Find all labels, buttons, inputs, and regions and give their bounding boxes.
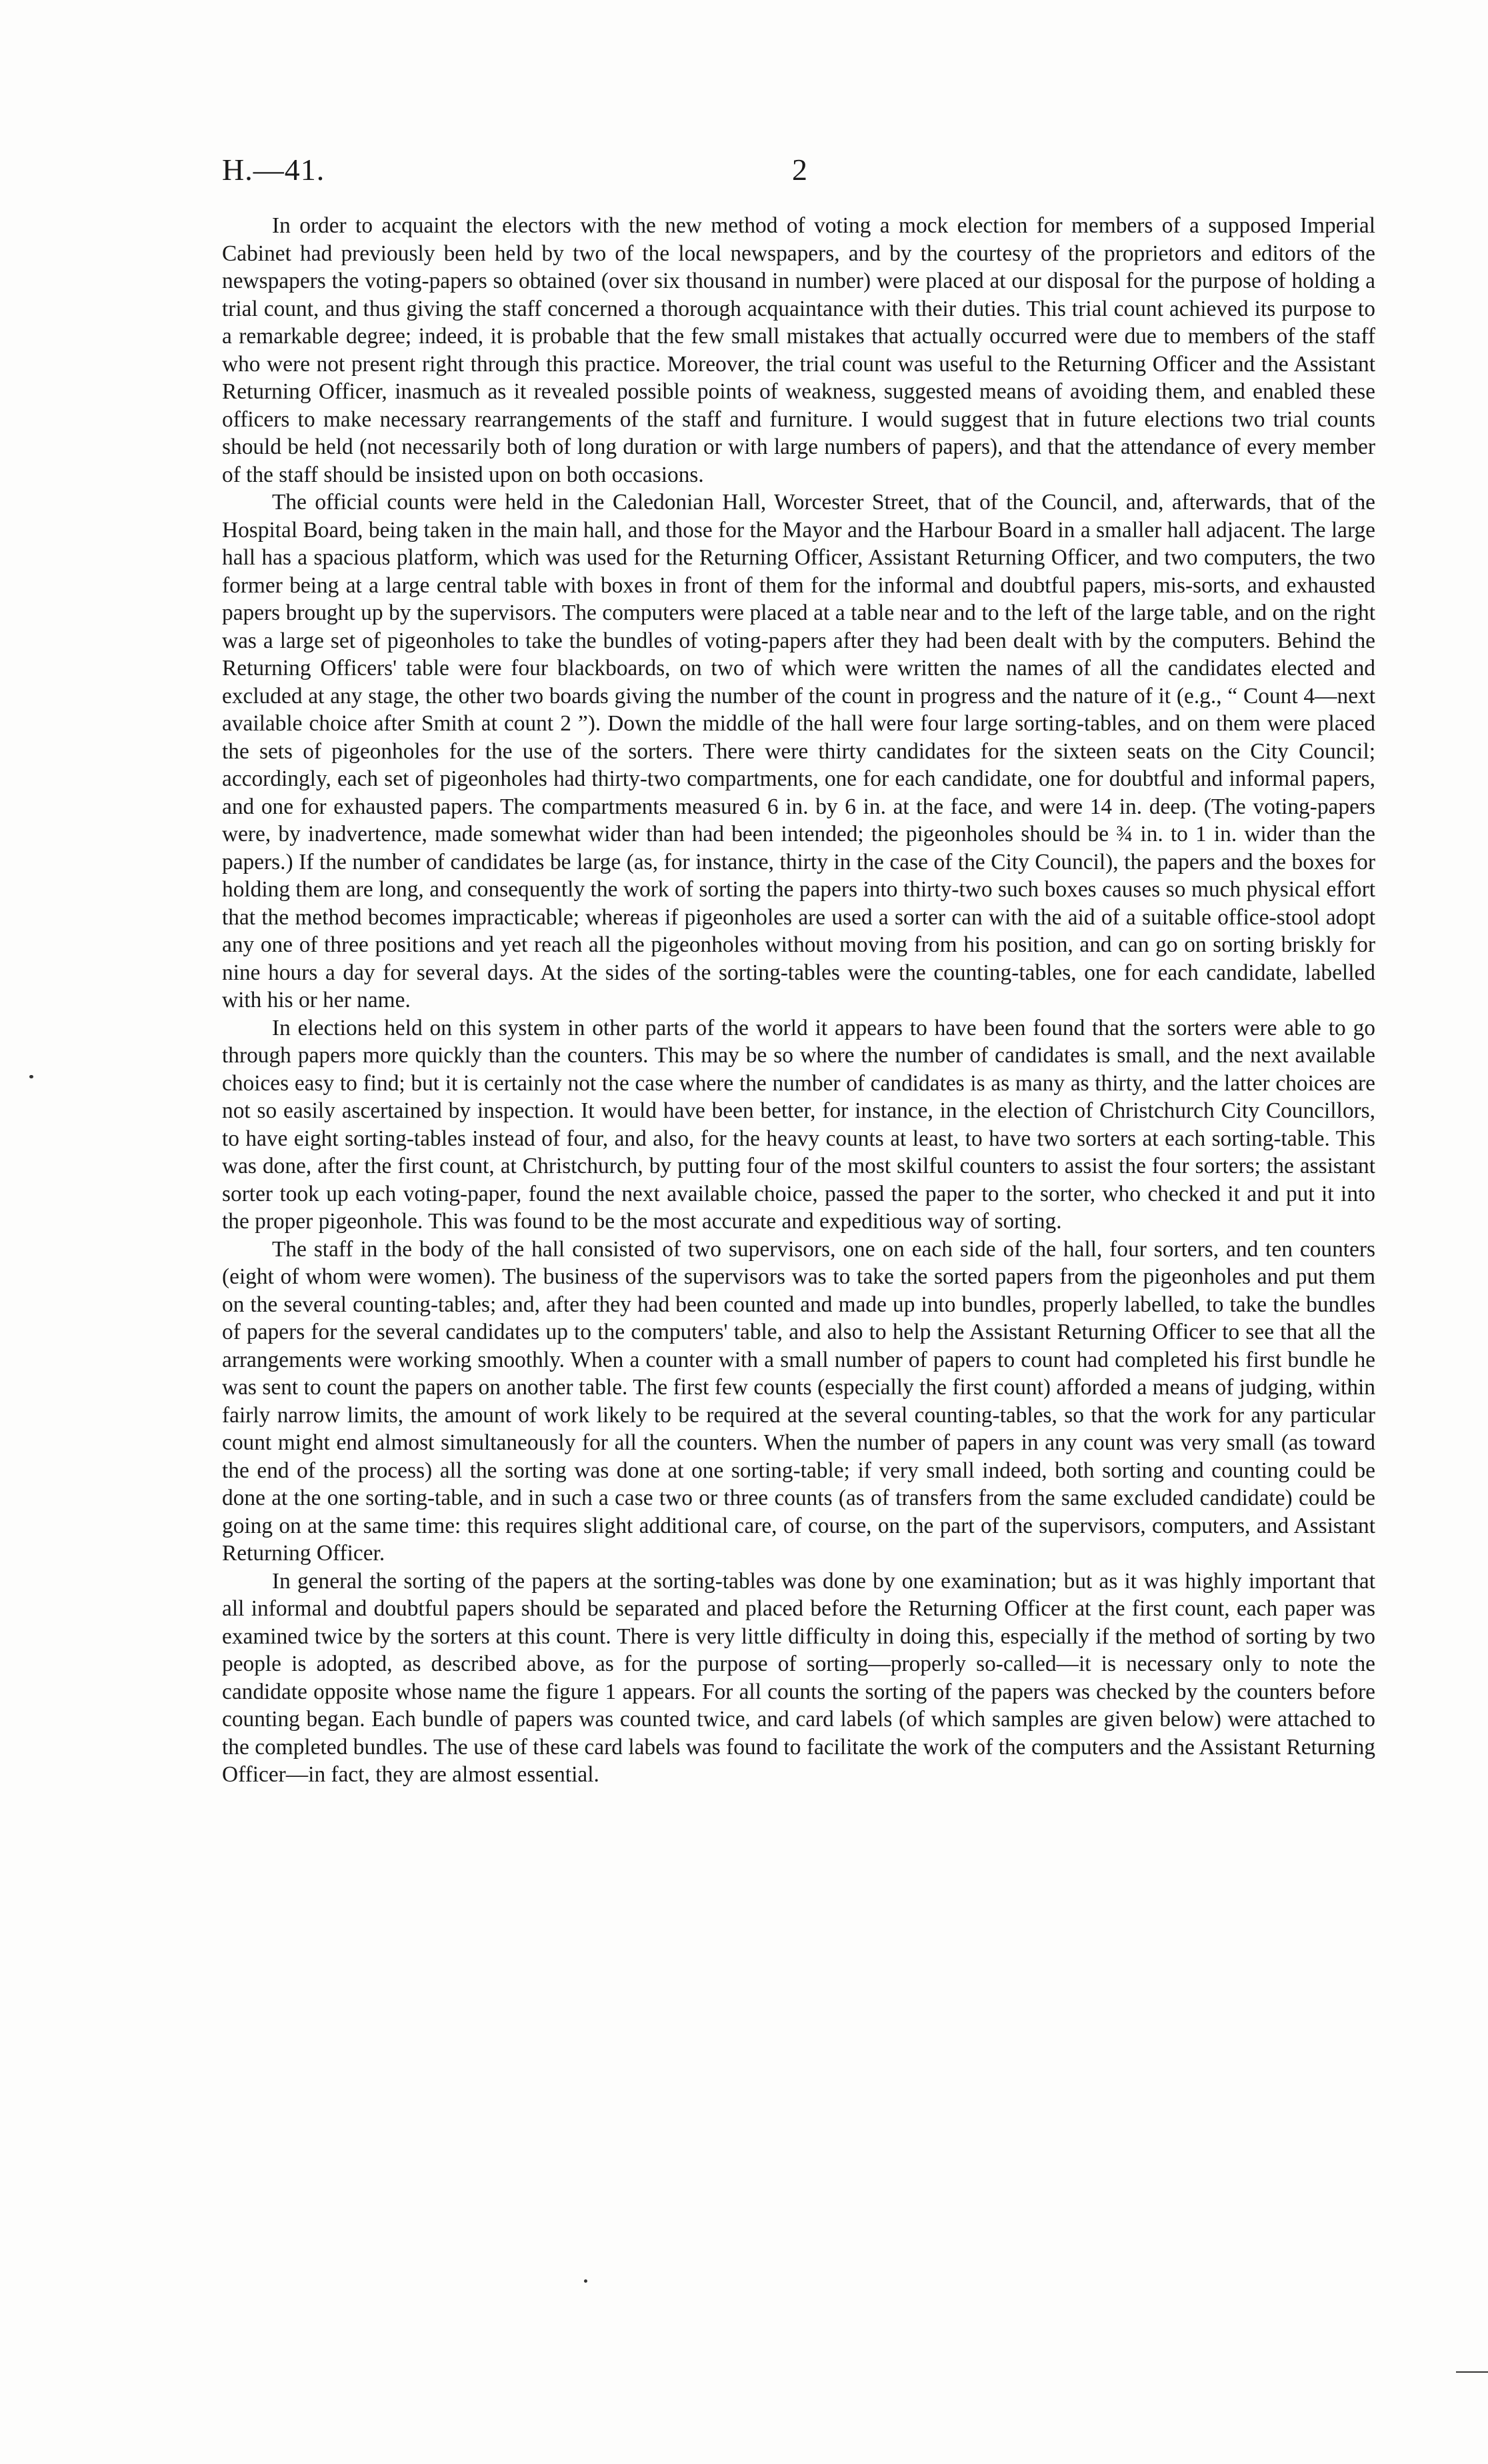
paragraph-staff-duties: The staff in the body of the hall consisted of two supervisors, one on each side of the hall, four sorters, and ten counters (eight of whom were women). The business of the supervisors was to take the sorted papers from the pigeonholes and put them on the several counting-tables; and, after they had been counted and made up into bundles, properly labelled, to take the bundles of papers for the several candidates up to the computers' table, and also to help the Assistant Returning Officer to see that all the arrangements were working smoothly. When a counter with a small number of papers to count had completed his first bundle he was sent to count the papers on another table. The first few counts (especially the first count) afforded a means of judging, within fairly narrow limits, the amount of work likely to be required at the several counting-tables, so that the work for any particular count might end almost simultaneously for all the counters. When the number of papers in any count was very small (as toward the end of the process) all the sorting was done at one sorting-table; if very small indeed, both sorting and counting could be done at the one sorting-table, and in such a case two or three counts (as of transfers from the same excluded candidate) could be going on at the same time: this requires slight additional care, of course, on the part of the supervisors, computers, and Assistant Returning Officer.: [222, 1236, 1375, 1566]
paragraph-trial-count: In order to acquaint the electors with the new method of voting a mock election for members of a supposed Imperial Cabinet had previously been held by two of the local newspapers, and by the courtesy of the proprietors and editors of the newspapers the voting-papers so obtained (over six thousand in number) were placed at our disposal for the purpose of holding a trial count, and thus giving the staff concerned a thorough acquaintance with their duties. This trial count achieved its purpose to a remarkable degree; indeed, it is probable that the few small mistakes that actually occurred were due to members of the staff who were not present right through this practice. Moreover, the trial count was useful to the Returning Officer and the Assistant Returning Officer, inasmuch as it revealed possible points of weakness, suggested means of avoiding them, and enabled these officers to make necessary rearrangements of the staff and furniture. I would suggest that in future elections two trial counts should be held (not necessarily both of long duration or with large numbers of papers), and that the attendance of every member of the staff should be insisted upon on both occasions.: [222, 213, 1375, 487]
scan-edge-mark: [1456, 2371, 1488, 2373]
paragraph-sorting-method: In general the sorting of the papers at the sorting-tables was done by one examination; but as it was highly important that all informal and doubtful papers should be separated and placed before the Returning Officer at the first count, each paper was examined twice by the sorters at this count. There is very little difficulty in doing this, especially if the method of sorting by two people is adopted, as described above, as for the purpose of sorting—properly so-called—it is necessary only to note the candidate opposite whose name the figure 1 appears. For all counts the sorting of the papers was checked by the counters before counting began. Each bundle of papers was counted twice, and card labels (of which samples are given below) were attached to the completed bundles. The use of these card labels was found to facilitate the work of the computers and the Assistant Returning Officer—in fact, they are almost essential.: [222, 1568, 1375, 1787]
page-number: 2: [792, 153, 807, 187]
scan-speck: [29, 1075, 33, 1078]
page-header: [222, 150, 1395, 190]
body-text: [222, 212, 1375, 1789]
document-reference: H.—41.: [222, 153, 325, 187]
paragraph-sorters-and-counters: In elections held on this system in other parts of the world it appears to have been found that the sorters were able to go through papers more quickly than the counters. This may be so where the number of candidates is small, and the next available choices easy to find; but it is certainly not the case where the number of candidates is as many as thirty, and the latter choices are not so easily ascertained by inspection. It would have been better, for instance, in the election of Christchurch City Councillors, to have eight sorting-tables instead of four, and also, for the heavy counts at least, to have two sorters at each sorting-table. This was done, after the first count, at Christchurch, by putting four of the most skilful counters to assist the four sorters; the assistant sorter took up each voting-paper, found the next available choice, passed the paper to the sorter, who checked it and put it into the proper pigeonhole. This was found to be the most accurate and expeditious way of sorting.: [222, 1015, 1375, 1234]
scan-speck: [584, 2279, 587, 2283]
paragraph-hall-arrangements: The official counts were held in the Caledonian Hall, Worcester Street, that of the Council, and, afterwards, that of the Hospital Board, being taken in the main hall, and those for the Mayor and the Harbour Board in a smaller hall adjacent. The large hall has a spacious platform, which was used for the Returning Officer, Assistant Returning Officer, and two computers, the two former being at a large central table with boxes in front of them for the informal and doubtful papers, mis-sorts, and exhausted papers brought up by the supervisors. The computers were placed at a table near and to the left of the large table, and on the right was a large set of pigeonholes to take the bundles of voting-papers after they had been dealt with by the computers. Behind the Returning Officers' table were four blackboards, on two of which were written the names of all the candidates elected and excluded at any stage, the other two boards giving the number of the count in progress and the nature of it (e.g., “ Count 4—next available choice after Smith at count 2 ”). Down the middle of the hall were four large sorting-tables, and on them were placed the sets of pigeonholes for the use of the sorters. There were thirty candidates for the sixteen seats on the City Council; accordingly, each set of pigeonholes had thirty-two compartments, one for each candidate, one for doubtful and informal papers, and one for exhausted papers. The compartments measured 6 in. by 6 in. at the face, and were 14 in. deep. (The voting-papers were, by inadvertence, made somewhat wider than had been intended; the pigeonholes should be ¾ in. to 1 in. wider than the papers.) If the number of candidates be large (as, for instance, thirty in the case of the City Council), the papers and the boxes for holding them are long, and consequently the work of sorting the papers into thirty-two such boxes causes so much physical effort that the method becomes impracticable; whereas if pigeonholes are used a sorter can with the aid of a suitable office-stool adopt any one of three positions and yet reach all the pigeonholes without moving from his position, and can go on sorting briskly for nine hours a day for several days. At the sides of the sorting-tables were the counting-tables, one for each candidate, labelled with his or her name.: [222, 490, 1375, 1012]
